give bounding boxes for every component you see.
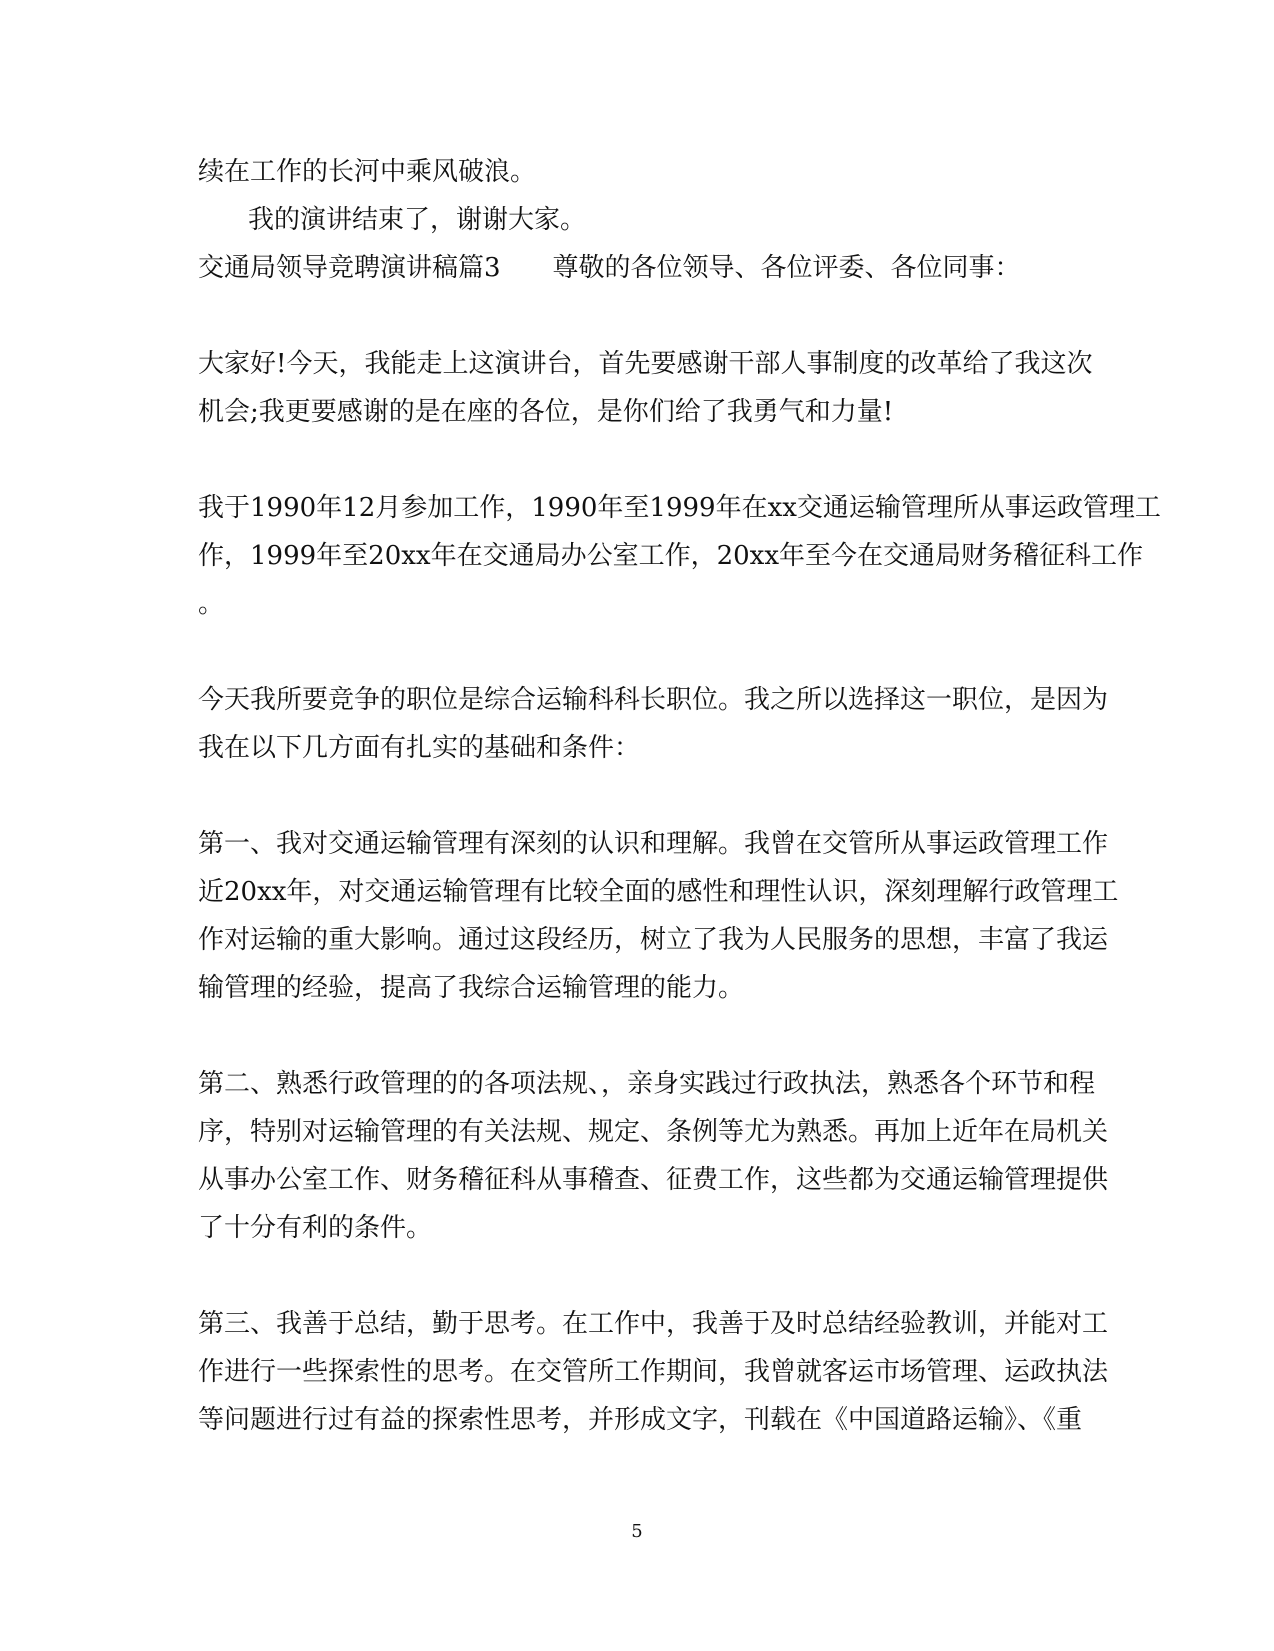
text-line: 第一、我对交通运输管理有深刻的认识和理解。我曾在交管所从事运政管理工作 xyxy=(198,829,1109,859)
page-number: 5 xyxy=(631,1521,643,1542)
text-line: 我于1990年12月参加工作，1990年至1999年在xx交通运输管理所从事运政管理工 xyxy=(198,493,1161,523)
text-line: 输管理的经验，提高了我综合运输管理的能力。 xyxy=(198,973,745,1003)
text-line: 续在工作的长河中乘风破浪。 xyxy=(198,157,537,187)
text-line: 作，1999年至20xx年在交通局办公室工作，20xx年至今在交通局财务稽征科工作 xyxy=(198,541,1143,571)
text-line: 从事办公室工作、财务稽征科从事稽查、征费工作，这些都为交通运输管理提供 xyxy=(198,1165,1109,1195)
text-line: 交通局领导竞聘演讲稿篇3 尊敬的各位领导、各位评委、各位同事： xyxy=(198,253,1021,283)
text-line: 今天我所要竞争的职位是综合运输科科长职位。我之所以选择这一职位，是因为 xyxy=(198,685,1109,715)
text-line: 序，特别对运输管理的有关法规、规定、条例等尤为熟悉。再加上近年在局机关 xyxy=(198,1117,1109,1147)
text-line: 作对运输的重大影响。通过这段经历，树立了我为人民服务的思想，丰富了我运 xyxy=(198,925,1109,955)
text-line: 。 xyxy=(198,589,225,619)
text-line: 等问题进行过有益的探索性思考，并形成文字，刊载在《中国道路运输》、《重 xyxy=(198,1405,1083,1435)
text-line: 大家好!今天，我能走上这演讲台，首先要感谢干部人事制度的改革给了我这次 xyxy=(198,349,1093,379)
text-line: 作进行一些探索性的思考。在交管所工作期间，我曾就客运市场管理、运政执法 xyxy=(198,1357,1109,1387)
text-line: 第三、我善于总结，勤于思考。在工作中，我善于及时总结经验教训，并能对工 xyxy=(198,1309,1109,1339)
text-line: 我的演讲结束了，谢谢大家。 xyxy=(248,205,587,235)
text-line: 了十分有利的条件。 xyxy=(198,1213,433,1243)
text-line: 我在以下几方面有扎实的基础和条件： xyxy=(198,733,641,763)
text-line: 近20xx年，对交通运输管理有比较全面的感性和理性认识，深刻理解行政管理工 xyxy=(198,877,1119,907)
text-line: 机会;我更要感谢的是在座的各位，是你们给了我勇气和力量! xyxy=(198,397,894,427)
text-line: 第二、熟悉行政管理的的各项法规、，亲身实践过行政执法，熟悉各个环节和程 xyxy=(198,1069,1096,1099)
